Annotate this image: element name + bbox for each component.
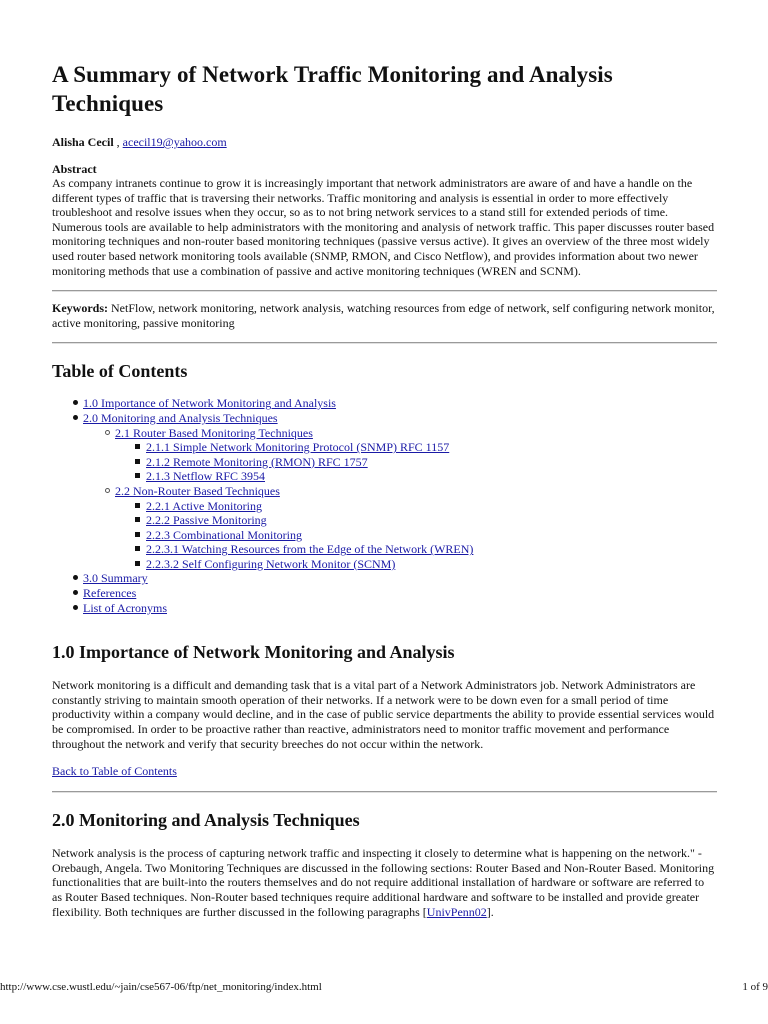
toc-link[interactable]: 2.2.2 Passive Monitoring bbox=[146, 513, 267, 528]
divider bbox=[52, 791, 717, 793]
bullet-circle-icon bbox=[102, 426, 112, 441]
toc-item bbox=[52, 528, 717, 543]
toc-item bbox=[52, 396, 717, 411]
toc-link[interactable]: 2.0 Monitoring and Analysis Techniques bbox=[83, 410, 278, 425]
section-2-text bbox=[52, 846, 717, 919]
toc-item bbox=[52, 586, 717, 601]
toc-item bbox=[52, 601, 717, 616]
bullet-disc-icon bbox=[70, 571, 80, 586]
document-title: A Summary of Network Traffic Monitoring and Analysis Techniques bbox=[52, 62, 613, 116]
toc-item bbox=[52, 469, 717, 484]
author-separator: , bbox=[113, 135, 123, 149]
toc-item bbox=[52, 411, 717, 426]
toc-link[interactable]: 2.2.3.2 Self Configuring Network Monitor (SCNM) bbox=[146, 556, 396, 571]
table-of-contents bbox=[52, 396, 717, 615]
footer-page-number: 1 of 9 bbox=[742, 981, 768, 993]
toc-link[interactable]: List of Acronyms bbox=[83, 600, 167, 615]
toc-item bbox=[52, 542, 717, 557]
bullet-disc-icon bbox=[70, 586, 80, 601]
section-2-end: ]. bbox=[486, 904, 494, 919]
author-line bbox=[52, 135, 717, 150]
toc-link[interactable]: 2.1.2 Remote Monitoring (RMON) RFC 1757 bbox=[146, 454, 368, 469]
toc-item bbox=[52, 426, 717, 441]
toc-link[interactable]: 2.2 Non-Router Based Techniques bbox=[115, 483, 280, 498]
toc-link[interactable]: References bbox=[83, 586, 137, 601]
toc-heading: Table of Contents bbox=[52, 361, 188, 382]
bullet-square-icon bbox=[132, 557, 142, 572]
bullet-disc-icon bbox=[70, 396, 80, 411]
abstract-heading: Abstract bbox=[52, 162, 97, 176]
toc-item bbox=[52, 455, 717, 470]
bullet-square-icon bbox=[132, 542, 142, 557]
keywords-text: NetFlow, network monitoring, network analysis, watching resources from edge of network, self configuring network monitor, active monitoring, passive monitoring bbox=[52, 301, 715, 330]
toc-item bbox=[52, 484, 717, 499]
toc-link[interactable]: 2.2.3.1 Watching Resources from the Edge of the Network (WREN) bbox=[146, 542, 474, 557]
toc-link[interactable]: 3.0 Summary bbox=[83, 571, 148, 586]
keywords-label: Keywords: bbox=[52, 301, 108, 316]
section-2-body: Network analysis is the process of capturing network traffic and inspecting it closely to determine what is happening on the network." -Orebaugh, Angela. Two Monitoring Techniques are discussed in the following sections: Router Based and Non-Router Based. Monitoring functionalities that are built-into the routers themselves and do not require additional installation of hardware or software are referred to as Router Based techniques. Non-Router based techniques require additional hardware and software to be installed and provide greater flexibility. Both techniques are further discussed in the following paragraphs [ bbox=[52, 846, 715, 919]
back-to-toc-link[interactable]: Back to Table of Contents bbox=[52, 764, 177, 779]
section-1-heading: 1.0 Importance of Network Monitoring and Analysis bbox=[52, 642, 455, 663]
bullet-square-icon bbox=[132, 528, 142, 543]
toc-item bbox=[52, 513, 717, 528]
toc-link[interactable]: 2.2.1 Active Monitoring bbox=[146, 498, 262, 513]
bullet-square-icon bbox=[132, 513, 142, 528]
divider bbox=[52, 342, 717, 344]
toc-item bbox=[52, 557, 717, 572]
toc-item bbox=[52, 440, 717, 455]
citation-link[interactable]: UnivPenn02 bbox=[426, 904, 487, 919]
divider bbox=[52, 290, 717, 292]
bullet-square-icon bbox=[132, 469, 142, 484]
toc-link[interactable]: 2.1 Router Based Monitoring Techniques bbox=[115, 425, 313, 440]
author-name: Alisha Cecil bbox=[52, 135, 114, 149]
bullet-square-icon bbox=[132, 440, 142, 455]
section-2-heading: 2.0 Monitoring and Analysis Techniques bbox=[52, 810, 360, 831]
footer-url: http://www.cse.wustl.edu/~jain/cse567-06/ftp/net_monitoring/index.html bbox=[0, 981, 322, 993]
author-email-link[interactable]: acecil19@yahoo.com bbox=[122, 135, 227, 149]
bullet-circle-icon bbox=[102, 484, 112, 499]
toc-link[interactable]: 2.2.3 Combinational Monitoring bbox=[146, 527, 302, 542]
section-1-text: Network monitoring is a difficult and demanding task that is a vital part of a Network Administrators job. Network Administrators are constantly striving to maintain smooth operation of their networks. If a network were to be down even for a small period of time productivity within a company would decline, and in the case of public service departments the ability to provide essential services would be compromised. In order to be proactive rather than reactive, administrators need to monitor traffic movement and performance throughout the network and verify that security breeches do not occur within the network. bbox=[52, 678, 715, 751]
bullet-square-icon bbox=[132, 455, 142, 470]
bullet-disc-icon bbox=[70, 411, 80, 426]
bullet-square-icon bbox=[132, 499, 142, 514]
toc-link[interactable]: 2.1.3 Netflow RFC 3954 bbox=[146, 469, 266, 484]
bullet-disc-icon bbox=[70, 601, 80, 616]
document-page bbox=[52, 60, 717, 919]
toc-link[interactable]: 1.0 Importance of Network Monitoring and Analysis bbox=[83, 396, 336, 411]
toc-link[interactable]: 2.1.1 Simple Network Monitoring Protocol (SNMP) RFC 1157 bbox=[146, 440, 450, 455]
keywords bbox=[52, 301, 717, 330]
toc-item bbox=[52, 499, 717, 514]
abstract-text: As company intranets continue to grow it is increasingly important that network administrators are aware of and have a handle on the different types of traffic that is traversing their networks. Traffic monitoring and analysis is essential in order to more effectively troubleshoot and resolve issues when they occur, so as to not bring network services to a stand still for extended periods of time. Numerous tools are available to help administrators with the monitoring and analysis of network traffic. This paper discusses router based monitoring techniques and non-router based monitoring techniques (passive versus active). It gives an overview of the three most widely used router based network monitoring tools available (SNMP, RMON, and Cisco Netflow), and provides information about two newer monitoring methods that use a combination of passive and active monitoring techniques (WREN and SCNM). bbox=[52, 176, 715, 278]
toc-item bbox=[52, 571, 717, 586]
